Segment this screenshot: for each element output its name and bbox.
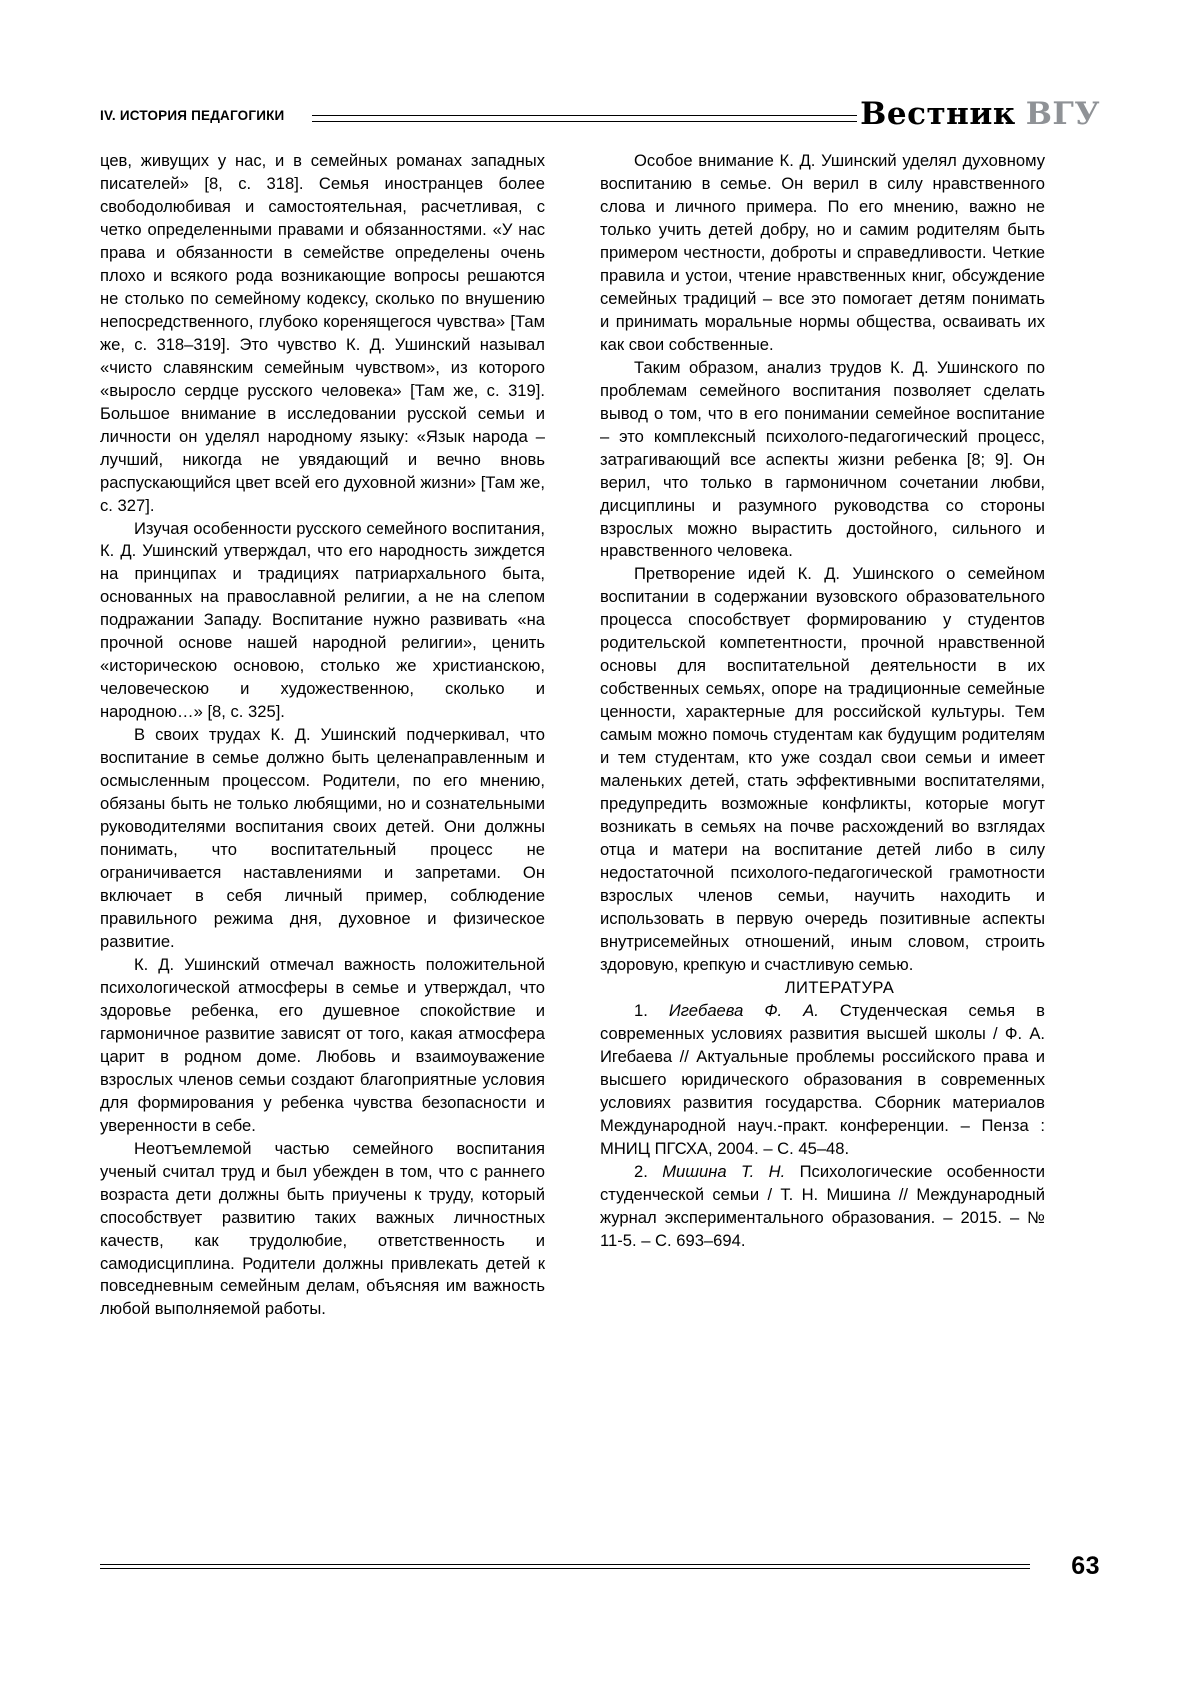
reference-item bbox=[600, 1000, 1045, 1161]
right-text-column bbox=[600, 150, 1045, 1253]
reference-text: Студенческая семья в современных условиях развития высшей школы / Ф. А. Игебаева // Актуальные проблемы российского права и высшего юридического образования в современных условиях развития государства. Сборник материалов Международной науч.-практ. конференции. – Пенза : МНИЦ ПГСХА, 2004. – С. 45–48. bbox=[600, 1000, 1045, 1158]
journal-name-abbr: ВГУ bbox=[1025, 96, 1100, 132]
reference-author: Игебаева Ф. А. bbox=[668, 1000, 819, 1020]
paragraph: Особое внимание К. Д. Ушинский уделял духовному воспитанию в семье. Он верил в силу нравственного слова и личного примера. По его мнению, важно не только учить детей добру, но и самим родителям быть примером честности, доброты и справедливости. Четкие правила и устои, чтение нравственных книг, обсуждение семейных традиций – все это помогает детям понимать и принимать моральные нормы общества, осваивать их как свои собственные. bbox=[600, 151, 1045, 354]
section-label: IV. ИСТОРИЯ ПЕДАГОГИКИ bbox=[100, 108, 285, 123]
reference-item bbox=[600, 1161, 1045, 1253]
journal-masthead bbox=[860, 96, 1100, 132]
page-footer bbox=[100, 1552, 1100, 1592]
page-number: 63 bbox=[1071, 1552, 1100, 1580]
footer-divider-rule bbox=[100, 1564, 1030, 1569]
paragraph: Неотъемлемой частью семейного воспитания ученый считал труд и был убежден в том, что с раннего возраста дети должны быть приучены к труду, который способствует развитию таких важных личностных качеств, как трудолюбие, ответственность и самодисциплина. Родители должны привлекать детей к повседневным семейным делам, объясняя им важность любой выполняемой работы. bbox=[100, 1138, 545, 1319]
journal-name-main: Вестник bbox=[860, 96, 1016, 132]
paragraph: В своих трудах К. Д. Ушинский подчеркивал, что воспитание в семье должно быть целенаправленным и осмысленным процессом. Родители, по его мнению, обязаны быть не только любящими, но и сознательными руководителями воспитания своих детей. Они должны понимать, что воспитательный процесс не ограничивается наставлениями и запретами. Он включает в себя личный пример, соблюдение правильного режима дня, духовное и физическое развитие. bbox=[100, 725, 545, 951]
reference-text: Психологические особенности студенческой семьи / Т. Н. Мишина // Международный журнал экспериментального образования. – 2015. – № 11-5. – С. 693–694. bbox=[600, 1161, 1045, 1250]
paragraph: Таким образом, анализ трудов К. Д. Ушинского по проблемам семейного воспитания позволяет сделать вывод о том, что в его понимании семейное воспитание – это комплексный психолого-педагогический процесс, затрагивающий все аспекты жизни ребенка [8; 9]. Он верил, что только в гармоничном сочетании любви, дисциплины и разумного руководства со стороны взрослых можно вырастить достойного, сильного и нравственного человека. bbox=[600, 357, 1045, 561]
reference-author: Мишина Т. Н. bbox=[662, 1161, 786, 1181]
references-heading: ЛИТЕРАТУРА bbox=[784, 977, 895, 997]
reference-number: 1. bbox=[634, 1000, 648, 1020]
paragraph: Претворение идей К. Д. Ушинского о семейном воспитании в содержании вузовского образовательного процесса способствует формированию у студентов родительской компетентности, прочной нравственной основы для воспитательной деятельности в их собственных семьях, опоре на традиционные семейные ценности, характерные для российской культуры. Тем самым можно помочь студентам как будущим родителям и тем студентам, кто уже создал свои семьи и имеет маленьких детей, стать эффективными воспитателями, предупредить возможные конфликты, которые могут возникать в семьях на почве расхождений во взглядах отца и матери на воспитание детей либо в силу недостаточной психолого-педагогической грамотности взрослых членов семьи, научить находить и использовать в первую очередь позитивные аспекты внутрисемейных отношений, иным словом, строить здоровую, крепкую и счастливую семью. bbox=[600, 564, 1045, 974]
paragraph: К. Д. Ушинский отмечал важность положительной психологической атмосферы в семье и утверждал, что здоровье ребенка, его душевное спокойствие и гармоничное развитие зависят от того, какая атмосфера царит в родном доме. Любовь и взаимоуважение взрослых членов семьи создают благоприятные условия для формирования у ребенка чувства безопасности и уверенности в себе. bbox=[100, 954, 545, 1135]
paragraph: Изучая особенности русского семейного воспитания, К. Д. Ушинский утверждал, что его народность зиждется на принципах и традициях патриархального быта, основанных на православной религии, а не на слепом подражании Западу. Воспитание нужно развивать «на прочной основе нашей народной религии», ценить «историческою основою, столько же христианскою, человеческою и художественною, сколько и народною…» [8, с. 325]. bbox=[100, 518, 545, 722]
left-text-column bbox=[100, 150, 545, 1321]
header-divider-rule bbox=[312, 115, 857, 122]
reference-number: 2. bbox=[634, 1161, 648, 1181]
paragraph: цев, живущих у нас, и в семейных романах западных писателей» [8, с. 318]. Семья иностранцев более свободолюбивая и самостоятельная, расчетливая, с четко определенными правами и обязанностями. «У нас права и обязанности в семействе определены очень плохо и всякого рода возникающие вопросы решаются не столько по семейному кодексу, сколько по внушению непосредственного, глубоко коренящегося чувства» [Там же, с. 318–319]. Это чувство К. Д. Ушинский называл «чисто славянским семейным чувством», из которого «выросло сердце русского человека» [Там же, с. 319]. Большое внимание в исследовании русской семьи и личности он уделял народному языку: «Язык народа – лучший, никогда не увядающий и вечно вновь распускающийся цвет всей его духовной жизни» [Там же, с. 327]. bbox=[100, 151, 545, 515]
page-header bbox=[100, 96, 1100, 136]
